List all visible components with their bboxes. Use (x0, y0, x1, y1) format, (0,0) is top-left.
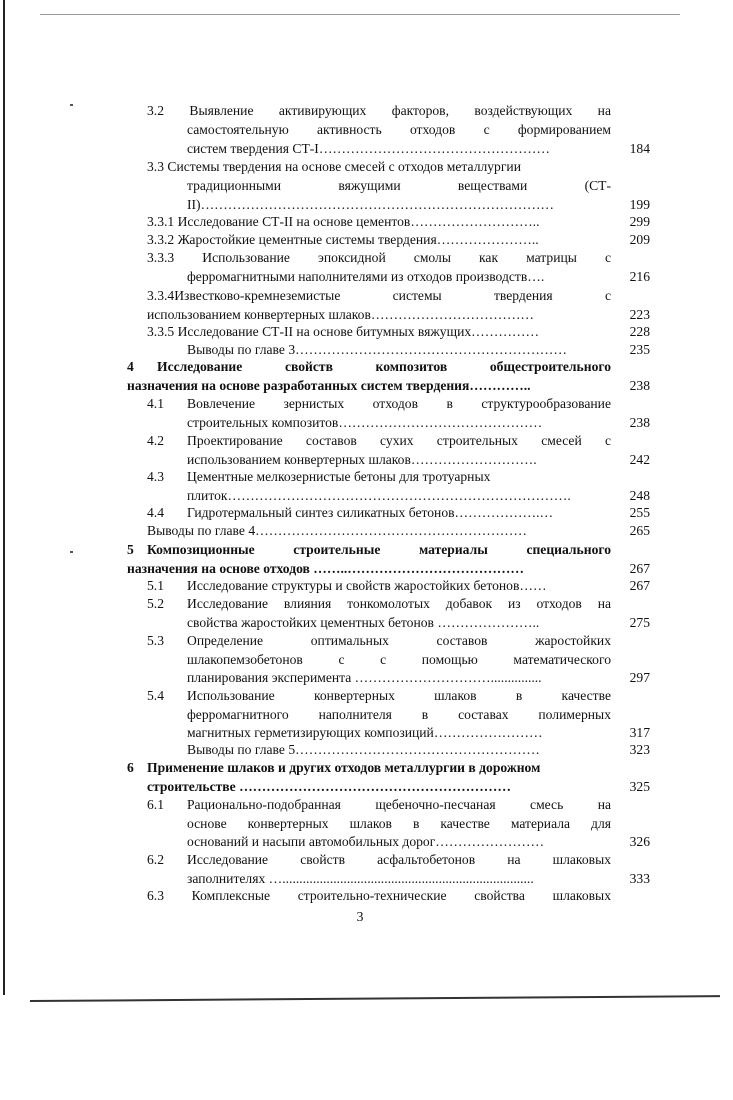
toc-page-number: 184 (629, 141, 650, 156)
toc-page-number: 275 (629, 615, 650, 630)
toc-row (0, 777, 733, 796)
toc-entry-text: 3.2 Выявление активирующих факторов, воздействующих на (147, 103, 611, 118)
toc-row (0, 120, 733, 139)
toc-entry-text: 3.3.1 Исследование СТ-II на основе цементов……………………….. (147, 214, 540, 229)
toc-row (0, 631, 733, 650)
toc-page-number: 238 (629, 378, 650, 393)
toc-page-number: 248 (629, 488, 650, 503)
toc-entry-text: 3.3.4Известково-кремнеземистые системы твердения с (147, 288, 611, 303)
toc-entry-text: магнитных герметизирующих композиций…………………… (187, 725, 543, 740)
toc-entry-text: 6.3 Комплексные строительно-технические свойства шлаковых (147, 888, 611, 903)
toc-entry-text: Исследование влияния тонкомолотых добавок из отходов на (187, 596, 611, 611)
toc-row (0, 668, 733, 687)
toc-section-number: 4.1 (147, 396, 164, 411)
toc-entry-text: основе конвертерных шлаков в качестве материала для (187, 816, 611, 831)
toc-page-number: 326 (629, 834, 650, 849)
toc-page-number: 265 (629, 523, 650, 538)
toc-row (0, 157, 733, 176)
toc-page-number: 242 (629, 452, 650, 467)
toc-entry-text: систем твердения СТ-I…………………………………………… (187, 141, 550, 156)
toc-entry-text: заполнителях ….......................................................................... (187, 871, 534, 886)
toc-section-number: 4.2 (147, 433, 164, 448)
toc-page-number: 228 (629, 324, 650, 339)
toc-entry-text: назначения на основе разработанных систем твердения………….. (127, 378, 531, 393)
toc-row (0, 886, 733, 905)
toc-page-number: 325 (629, 779, 650, 794)
toc-entry-text: Выводы по главе 3…………………………………………………… (187, 342, 567, 357)
toc-page-number: 323 (629, 742, 650, 757)
toc-row (0, 613, 733, 632)
toc-section-number: 5.4 (147, 688, 164, 703)
toc-page-number: 223 (629, 307, 650, 322)
toc-row (0, 650, 733, 669)
toc-entry-text: Гидротермальный синтез силикатных бетонов……………….… (187, 505, 554, 520)
toc-entry-text: Цементные мелкозернистые бетоны для тротуарных (187, 469, 491, 484)
toc-page-number: 255 (629, 505, 650, 520)
toc-page-number: 216 (629, 269, 650, 284)
toc-entry-text: назначения на основе отходов ……..………………………………… (127, 561, 524, 576)
toc-row (0, 212, 733, 231)
toc-page-number: 317 (629, 725, 650, 740)
toc-entry-text: Выводы по главе 4…………………………………………………… (147, 523, 527, 538)
toc-section-number: 4.4 (147, 505, 164, 520)
toc-entry-text: 3.3.5 Исследование СТ-II на основе битумных вяжущих…………… (147, 324, 540, 339)
toc-row (0, 795, 733, 814)
toc-row (0, 357, 733, 376)
toc-row (0, 814, 733, 833)
toc-entry-text: планирования эксперимента …………………………............... (187, 670, 542, 685)
toc-entry-text: использованием конвертерных шлаков………………………. (187, 452, 537, 467)
toc-row (0, 576, 733, 595)
toc-row (0, 413, 733, 432)
toc-page-number: 235 (629, 342, 650, 357)
toc-row (0, 594, 733, 613)
toc-entry-text: строительных композитов……………………………………… (187, 415, 543, 430)
toc-entry-text: Рационально-подобранная щебеночно-песчаная смесь на (187, 797, 611, 812)
toc-entry-text: Исследование свойств асфальтобетонов на шлаковых (187, 852, 611, 867)
toc-entry-text: Выводы по главе 5……………………………………………… (187, 742, 540, 757)
toc-row (0, 431, 733, 450)
toc-row (0, 503, 733, 522)
toc-entry-text: Проектирование составов сухих строительных смесей с (187, 433, 611, 448)
toc-entry-text: Вовлечение зернистых отходов в структурообразование (187, 396, 611, 411)
toc-row (0, 832, 733, 851)
toc-row (0, 101, 733, 120)
toc-page-number: 267 (629, 561, 650, 576)
toc-page-number: 238 (629, 415, 650, 430)
toc-entry-text: оснований и насыпи автомобильных дорог…………………… (187, 834, 545, 849)
toc-entry-text: традиционными вяжущими веществами (СТ- (187, 178, 611, 193)
toc-entry-text: использованием конвертерных шлаков……………………………… (147, 307, 535, 322)
toc-entry-text: 3.3.3 Использование эпоксидной смолы как матрицы с (147, 250, 611, 265)
toc-entry-text: Применение шлаков и других отходов металлургии в дорожном (147, 760, 541, 775)
toc-entry-text: Исследование структуры и свойств жаростойких бетонов…… (187, 578, 547, 593)
toc-row (0, 230, 733, 249)
toc-entry-text: Исследование свойств композитов общестроительного (157, 359, 611, 374)
toc-entry-text: ферромагнитного наполнителя в составах полимерных (187, 707, 611, 722)
toc-page-number: 199 (629, 197, 650, 212)
toc-entry-text: Использование конвертерных шлаков в качестве (187, 688, 611, 703)
toc-entry-text: ферромагнитными наполнителями из отходов производств…. (187, 269, 545, 284)
toc-entry-text: плиток…………………………………………………………………. (187, 488, 571, 503)
toc-row (0, 521, 733, 540)
toc-row (0, 286, 733, 305)
toc-section-number: 6.2 (147, 852, 164, 867)
toc-row (0, 248, 733, 267)
toc-row (0, 758, 733, 777)
toc-row (0, 376, 733, 395)
page-number: 3 (356, 910, 364, 925)
toc-entry-text: свойства жаростойких цементных бетонов ………………….. (187, 615, 540, 630)
toc-section-number: 4.3 (147, 469, 164, 484)
toc-row (0, 394, 733, 413)
toc-row (0, 850, 733, 869)
toc-entry-text: Композиционные строительные материалы специального (147, 542, 611, 557)
toc-page-number: 297 (629, 670, 650, 685)
toc-entry-text: II)…………………………………………………………………… (187, 197, 555, 212)
toc-row (0, 322, 733, 341)
toc-section-number: 5.2 (147, 596, 164, 611)
toc-page-number: 333 (629, 871, 650, 886)
toc-entry-text: шлакопемзобетонов с с помощью математического (187, 652, 611, 667)
toc-section-number: 5.3 (147, 633, 164, 648)
toc-section-number: 6 (127, 760, 134, 775)
toc-entry-text: Определение оптимальных составов жаростойких (187, 633, 611, 648)
toc-row (0, 176, 733, 195)
toc-row (0, 740, 733, 759)
toc-row (0, 467, 733, 486)
toc-section-number: 6.1 (147, 797, 164, 812)
scan-bottom-edge (30, 995, 720, 1002)
toc-row (0, 540, 733, 559)
toc-entry-text: самостоятельную активность отходов с формированием (187, 122, 611, 137)
toc-page-number: 209 (629, 232, 650, 247)
toc-row (0, 139, 733, 158)
toc-page-number: 267 (629, 578, 650, 593)
toc-row (0, 705, 733, 724)
toc-entry-text: 3.3 Системы твердения на основе смесей с отходов металлургии (147, 159, 521, 174)
toc-section-number: 4 (127, 359, 134, 374)
toc-entry-text: 3.3.2 Жаростойкие цементные системы твердения………………….. (147, 232, 539, 247)
toc-section-number: 5 (127, 542, 134, 557)
toc-entry-text: строительстве …………………………………………………… (147, 779, 511, 794)
toc-row (0, 686, 733, 705)
toc-row (0, 267, 733, 286)
scan-top-edge (40, 14, 680, 15)
toc-section-number: 5.1 (147, 578, 164, 593)
toc-page-number: 299 (629, 214, 650, 229)
